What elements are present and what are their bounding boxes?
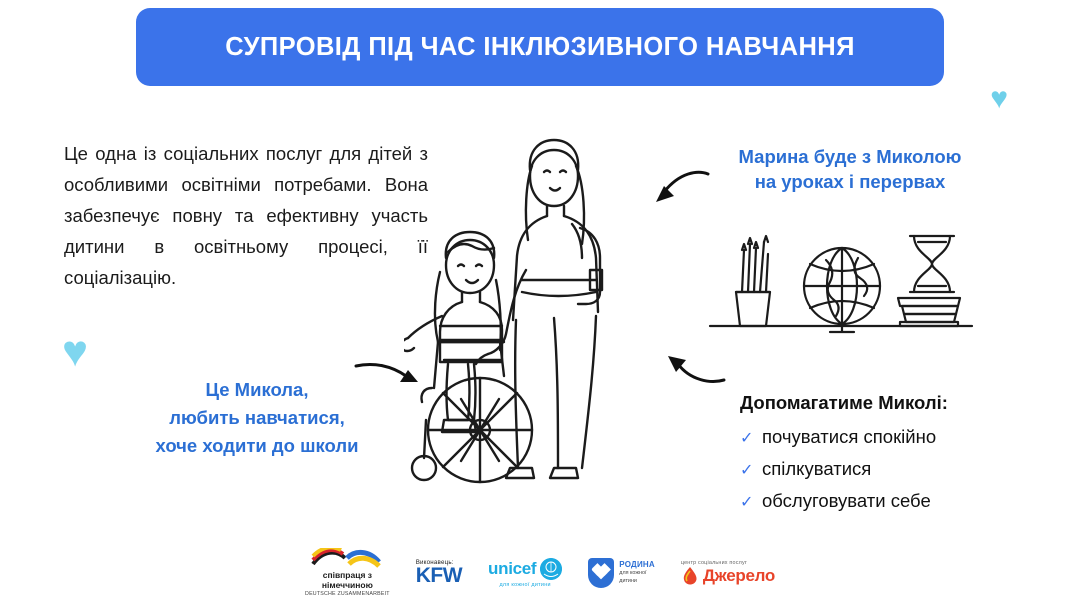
help-list-title: Допомагатиме Миколі:: [740, 392, 948, 413]
kfw-logo-word: KFW: [415, 564, 463, 587]
logo-germany-cooperation: [305, 548, 390, 597]
illustration-assistant-and-child: [404, 120, 674, 520]
callout-marina: [700, 144, 1000, 194]
heart-icon: ♥: [62, 327, 89, 376]
unicef-logo-sub: для кожної дитини: [499, 581, 551, 588]
rodyna-mark-icon: [588, 558, 614, 588]
page-title: СУПРОВІД ПІД ЧАС ІНКЛЮЗИВНОГО НАВЧАННЯ: [225, 32, 855, 61]
rodyna-logo-line3: дитини: [619, 577, 637, 584]
intro-paragraph: Це одна із соціальних послуг для дітей з особливими освітніми потребами. Вона забезпечує повну та ефективну участь дитини в освітньому процесі, її соціалізацію.: [64, 143, 428, 288]
germany-logo-sub: DEUTSCHE ZUSAMMENARBEIT: [305, 591, 390, 597]
heart-icon: ♥: [990, 82, 1008, 115]
logo-rodyna: [588, 558, 655, 588]
kfw-logo-caption: Виконавець:: [415, 559, 454, 566]
footer-logos: [0, 548, 1080, 597]
callout-mykola-line2: любить навчатися,: [169, 407, 345, 428]
list-item-label: спілкуватися: [762, 458, 872, 479]
illustration-shelf-objects: [706, 214, 976, 338]
header-banner: [136, 8, 944, 86]
list-item: [740, 422, 1040, 454]
check-icon: ✓: [740, 462, 754, 479]
unicef-logo-word: unicef: [488, 558, 537, 578]
callout-marina-line1: Марина буде з Миколою: [738, 146, 962, 167]
check-icon: ✓: [740, 494, 754, 511]
germany-ukraine-flag-icon: [311, 548, 383, 568]
logo-kfw: [416, 559, 462, 586]
list-item-label: почуватися спокійно: [762, 426, 937, 447]
rodyna-logo-line2: для кожної: [619, 569, 647, 576]
logo-unicef: [488, 558, 562, 588]
rodyna-logo-title: РОДИНА: [619, 559, 655, 569]
list-item: [740, 486, 1040, 518]
dzherelo-mark-icon: [681, 566, 699, 586]
dzherelo-logo-sub: центр соціальних послуг: [680, 559, 748, 566]
help-list-block: [740, 392, 1040, 518]
callout-mykola-line1: Це Микола,: [205, 379, 309, 400]
callout-mykola-line3: хоче ходити до школи: [155, 435, 359, 456]
list-item-label: обслуговувати себе: [762, 490, 931, 511]
list-item: [740, 454, 1040, 486]
dzherelo-logo-word: Джерело: [702, 565, 775, 585]
check-icon: ✓: [740, 430, 754, 447]
unicef-globe-icon: [540, 558, 562, 580]
callout-marina-line2: на уроках і перервах: [754, 171, 946, 192]
germany-logo-line2: німеччиною: [321, 580, 373, 590]
logo-dzherelo: [681, 560, 775, 586]
germany-logo-line1: співпраця з: [322, 570, 372, 580]
